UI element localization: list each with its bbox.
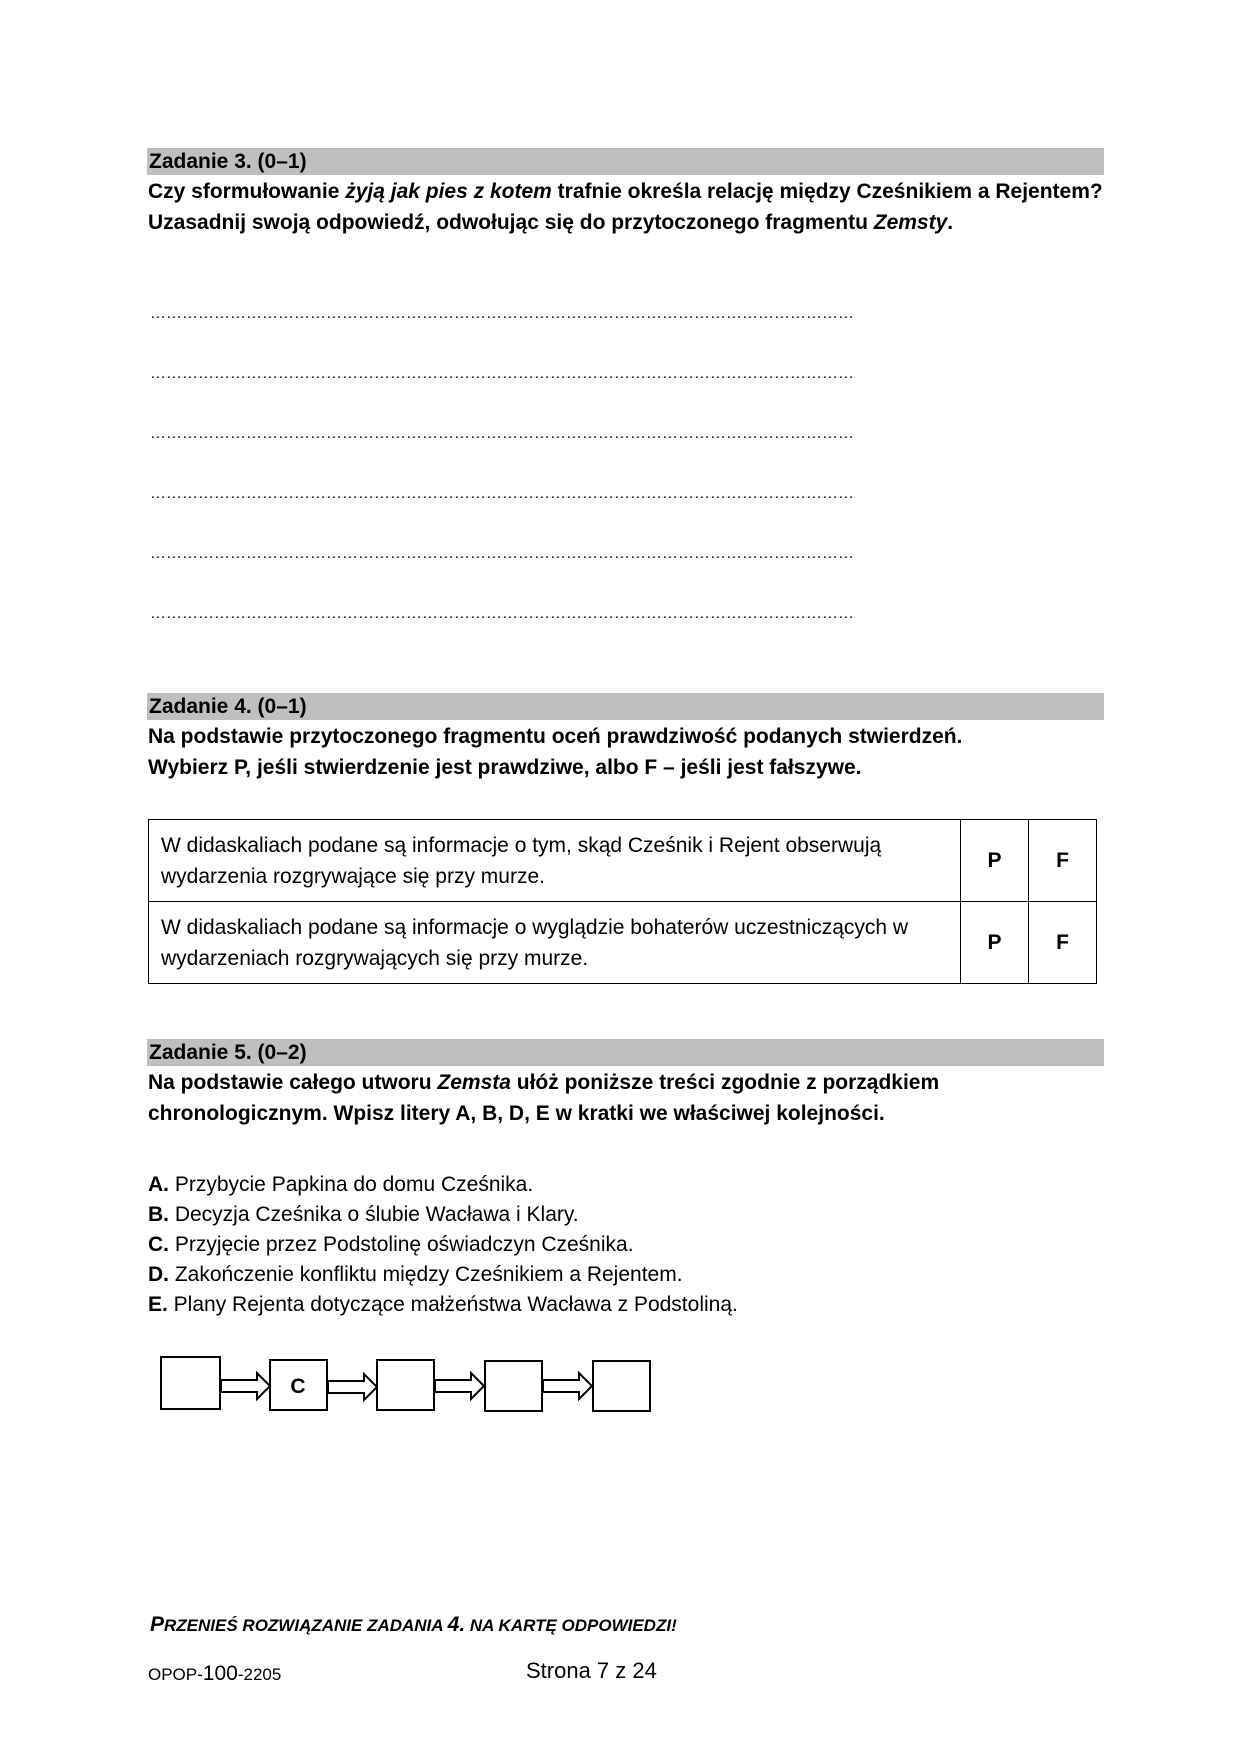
arrow-right-icon [221, 1373, 270, 1399]
item-text: Przyjęcie przez Podstolinę oświadczyn Cześnika. [169, 1233, 634, 1256]
task3-q-text2: trafnie określa relację między Cześnikiem a Rejentem? Uzasadnij swoją odpowiedź, odwołując się do przytoczonego fragmentu [148, 180, 1103, 234]
item-letter: D. [148, 1263, 169, 1286]
task5-question [148, 1067, 1108, 1129]
item-letter: A. [148, 1173, 169, 1196]
list-item [148, 1290, 738, 1320]
answer-line[interactable]: …………………………………………………………………………………………………………………… [150, 485, 854, 502]
note-number: 4. [447, 1613, 466, 1636]
code-part: OPOP- [148, 1665, 203, 1684]
item-text: Plany Rejenta dotyczące małżeństwa Wacława z Podstoliną. [167, 1293, 738, 1316]
table-row [149, 902, 1097, 984]
statement-cell: W didaskaliach podane są informacje o tym, skąd Cześnik i Rejent obserwują wydarzenia rozgrywające się przy murze. [149, 820, 961, 902]
note-initial: P [150, 1613, 165, 1636]
list-item [148, 1260, 738, 1290]
answer-line[interactable]: …………………………………………………………………………………………………………………… [150, 545, 854, 562]
true-false-table [148, 819, 1097, 984]
task4-header: Zadanie 4. (0–1) [147, 693, 1104, 720]
item-letter: C. [148, 1233, 169, 1256]
list-item [148, 1200, 738, 1230]
table-row [149, 820, 1097, 902]
answer-box[interactable] [485, 1361, 542, 1411]
task5-q-italic: Zemsta [437, 1071, 511, 1094]
option-p[interactable]: P [961, 902, 1029, 984]
arrow-right-icon [543, 1373, 592, 1399]
task4-q-line1: Na podstawie przytoczonego fragmentu oceń prawdziwość podanych stwierdzeń. [148, 725, 963, 748]
task3-q-italic2: Zemsty [873, 211, 948, 234]
task3-q-italic: żyją jak pies z kotem [345, 180, 552, 203]
answer-line[interactable]: …………………………………………………………………………………………………………………… [150, 365, 854, 382]
task3-q-end: . [947, 211, 954, 234]
answer-line[interactable]: …………………………………………………………………………………………………………………… [150, 425, 854, 442]
transfer-note [150, 1613, 677, 1637]
event-list [148, 1170, 738, 1320]
note-text: RZENIEŚ ROZWIĄZANIE ZADANIA [164, 1616, 448, 1635]
answer-box[interactable] [161, 1357, 220, 1409]
item-letter: B. [148, 1203, 169, 1226]
task3-header: Zadanie 3. (0–1) [147, 148, 1104, 175]
task4-q-line2: Wybierz P, jeśli stwierdzenie jest prawdziwe, albo F – jeśli jest fałszywe. [148, 756, 862, 779]
task5-q-text2: ułóż poniższe treści zgodnie z porządkiem chronologicznym. Wpisz litery A, B, D, E w kratki we właściwej kolejności. [148, 1071, 940, 1125]
task4-question [148, 721, 1108, 783]
answer-box[interactable] [377, 1360, 434, 1410]
page-number: Strona 7 z 24 [526, 1658, 657, 1683]
task5-header: Zadanie 5. (0–2) [147, 1039, 1104, 1066]
item-text: Przybycie Papkina do domu Cześnika. [169, 1173, 534, 1196]
task3-q-text1: Czy sformułowanie [148, 180, 346, 203]
arrow-right-icon [328, 1374, 377, 1400]
answer-line[interactable]: …………………………………………………………………………………………………………………… [150, 305, 854, 322]
code-part: 100 [202, 1662, 238, 1685]
list-item [148, 1230, 738, 1260]
answer-line[interactable]: …………………………………………………………………………………………………………………… [150, 605, 854, 622]
item-text: Decyzja Cześnika o ślubie Wacława i Klary. [169, 1203, 579, 1226]
list-item [148, 1170, 738, 1200]
note-end: NA KARTĘ ODPOWIEDZI! [465, 1616, 677, 1635]
arrow-right-icon [435, 1373, 484, 1399]
code-part: -2205 [237, 1665, 282, 1684]
statement-cell: W didaskaliach podane są informacje o wyglądzie bohaterów uczestniczących w wydarzeniach rozgrywających się przy murze. [149, 902, 961, 984]
item-text: Zakończenie konfliktu między Cześnikiem a Rejentem. [169, 1263, 683, 1286]
task3-question [148, 176, 1108, 238]
option-p[interactable]: P [961, 820, 1029, 902]
option-f[interactable]: F [1029, 902, 1097, 984]
task5-q-text1: Na podstawie całego utworu [148, 1071, 438, 1094]
box-letter: C [290, 1375, 306, 1398]
option-f[interactable]: F [1029, 820, 1097, 902]
exam-code [148, 1662, 281, 1686]
item-letter: E. [148, 1293, 168, 1316]
sequence-diagram [140, 1340, 840, 1440]
answer-box[interactable] [593, 1361, 650, 1411]
